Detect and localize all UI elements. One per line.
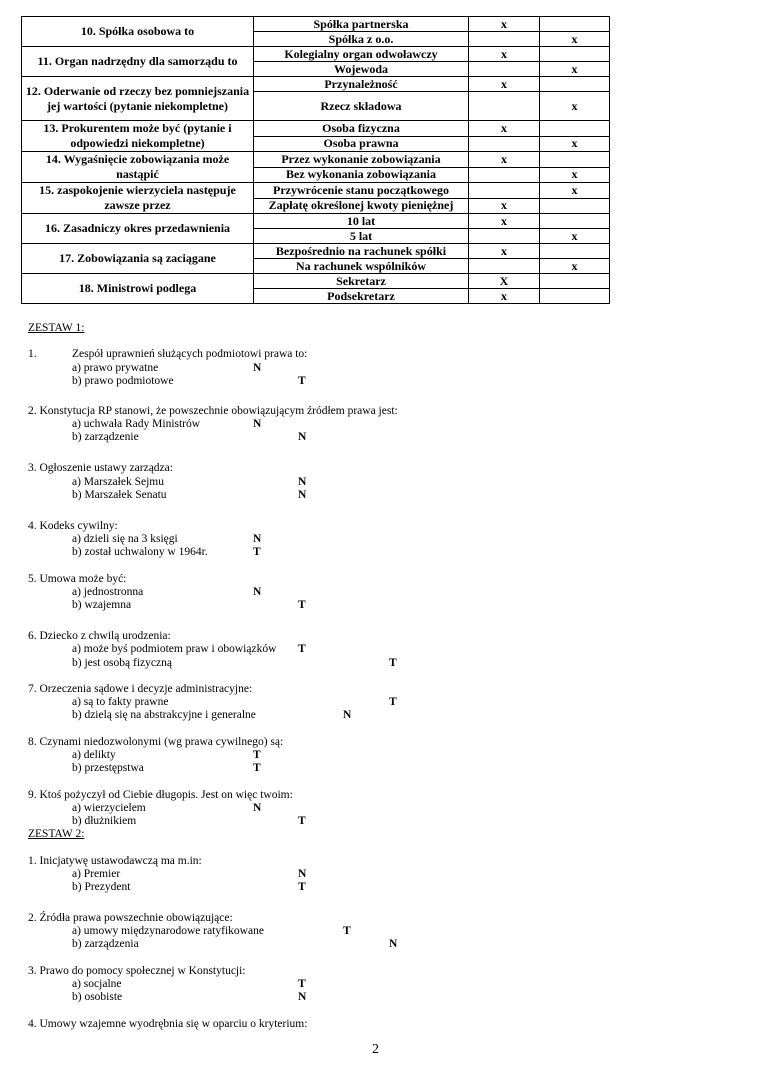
- mark-cell: x: [469, 121, 540, 137]
- section-title-zestaw-2: ZESTAW 2:: [28, 828, 85, 840]
- option-cell: Kolegialny organ odwoławczy: [254, 47, 469, 62]
- option-cell: 10 lat: [254, 214, 469, 229]
- answer-mark: T: [298, 978, 306, 990]
- mark-cell: x: [540, 62, 610, 77]
- answer-text: b) Prezydent: [72, 881, 131, 893]
- answer-text: a) Premier: [72, 868, 121, 880]
- question-text: 9. Ktoś pożyczył od Ciebie długopis. Jest on więc twoim:: [28, 789, 293, 801]
- question-text: 4. Kodeks cywilny:: [28, 520, 118, 532]
- answer-text: a) może byś podmiotem praw i obowiązków: [72, 643, 277, 655]
- option-cell: Wojewoda: [254, 62, 469, 77]
- answer-text: b) Marszałek Senatu: [72, 489, 167, 501]
- answer-mark: N: [253, 802, 262, 814]
- answer-mark: N: [298, 431, 307, 443]
- question-cell: 15. zaspokojenie wierzyciela następuje zawsze przez: [22, 183, 254, 214]
- mark-cell: x: [469, 244, 540, 259]
- table-row: [22, 244, 610, 259]
- option-cell: Zapłatę określonej kwoty pieniężnej: [254, 198, 469, 214]
- answer-mark: N: [253, 362, 262, 374]
- option-cell: Bezpośrednio na rachunek spółki: [254, 244, 469, 259]
- option-cell: Spółka partnerska: [254, 17, 469, 32]
- option-cell: Bez wykonania zobowiązania: [254, 167, 469, 183]
- mark-cell: x: [469, 198, 540, 214]
- answer-mark: N: [389, 938, 398, 950]
- mark-cell: [540, 17, 610, 32]
- answer-text: a) są to fakty prawne: [72, 696, 169, 708]
- question-cell: 16. Zasadniczy okres przedawnienia: [22, 214, 254, 244]
- answer-mark: T: [253, 749, 261, 761]
- option-cell: 5 lat: [254, 229, 469, 244]
- answer-mark: T: [253, 546, 261, 558]
- answer-text: a) socjalne: [72, 978, 122, 990]
- mark-cell: x: [540, 229, 610, 244]
- answer-text: b) wzajemna: [72, 599, 132, 611]
- table-row: [22, 17, 610, 32]
- question-text: 3. Prawo do pomocy społecznej w Konstytucji:: [28, 965, 246, 977]
- mark-cell: x: [540, 32, 610, 47]
- answer-text: b) osobiste: [72, 991, 123, 1003]
- answer-mark: T: [298, 375, 306, 387]
- mark-cell: [540, 77, 610, 92]
- answer-text: a) umowy międzynarodowe ratyfikowane: [72, 925, 264, 937]
- table-row: [22, 152, 610, 168]
- mark-cell: [540, 274, 610, 289]
- mark-cell: x: [469, 47, 540, 62]
- question-cell: 10. Spółka osobowa to: [22, 17, 254, 47]
- option-cell: Podsekretarz: [254, 289, 469, 304]
- answer-mark: T: [389, 696, 397, 708]
- answer-text: a) dzieli się na 3 księgi: [72, 533, 178, 545]
- question-cell: 18. Ministrowi podlega: [22, 274, 254, 304]
- question-text: 7. Orzeczenia sądowe i decyzje administracyjne:: [28, 683, 253, 695]
- question-cell: 12. Oderwanie od rzeczy bez pomniejszania jej wartości (pytanie niekompletne): [22, 77, 254, 121]
- answer-text: b) dzielą się na abstrakcyjne i generalne: [72, 709, 256, 721]
- answer-text: a) Marszałek Sejmu: [72, 476, 164, 488]
- mark-cell: x: [540, 92, 610, 121]
- mark-cell: [540, 47, 610, 62]
- table-row: [22, 77, 610, 92]
- answer-mark: T: [389, 657, 397, 669]
- option-cell: Przynależność: [254, 77, 469, 92]
- question-cell: 17. Zobowiązania są zaciągane: [22, 244, 254, 274]
- option-cell: Przez wykonanie zobowiązania: [254, 152, 469, 168]
- mark-cell: x: [469, 17, 540, 32]
- question-number: 1.: [28, 348, 37, 360]
- question-body: Zespół uprawnień służących podmiotowi prawa to:: [72, 348, 308, 360]
- answer-mark: N: [298, 991, 307, 1003]
- page-number: 2: [372, 1042, 379, 1057]
- mark-cell: [469, 259, 540, 274]
- mark-cell: [469, 32, 540, 47]
- answer-text: b) przestępstwa: [72, 762, 144, 774]
- option-cell: Przywrócenie stanu początkowego: [254, 183, 469, 199]
- mark-cell: [469, 183, 540, 199]
- mark-cell: [469, 136, 540, 152]
- answer-mark: N: [298, 868, 307, 880]
- option-cell: Na rachunek wspólników: [254, 259, 469, 274]
- question-text: 2. Konstytucja RP stanowi, że powszechnie obowiązującym źródłem prawa jest:: [28, 405, 398, 417]
- question-text: 3. Ogłoszenie ustawy zarządza:: [28, 462, 173, 474]
- answer-mark: T: [298, 643, 306, 655]
- table-row: [22, 214, 610, 229]
- question-cell: 14. Wygaśnięcie zobowiązania może nastąpić: [22, 152, 254, 183]
- mark-cell: [540, 121, 610, 137]
- option-cell: Rzecz składowa: [254, 92, 469, 121]
- answer-text: a) wierzycielem: [72, 802, 146, 814]
- table-row: [22, 183, 610, 199]
- mark-cell: x: [469, 214, 540, 229]
- answer-text: a) jednostronna: [72, 586, 144, 598]
- answer-text: b) zarządzenia: [72, 938, 139, 950]
- answer-text: b) został uchwalony w 1964r.: [72, 546, 208, 558]
- answer-text: a) delikty: [72, 749, 116, 761]
- mark-cell: x: [540, 259, 610, 274]
- answer-text: b) prawo podmiotowe: [72, 375, 174, 387]
- mark-cell: X: [469, 274, 540, 289]
- answer-table: [21, 16, 610, 304]
- mark-cell: [469, 229, 540, 244]
- question-text: 5. Umowa może być:: [28, 573, 127, 585]
- table-row: [22, 274, 610, 289]
- mark-cell: x: [540, 136, 610, 152]
- question-cell: 11. Organ nadrzędny dla samorządu to: [22, 47, 254, 77]
- mark-cell: [540, 198, 610, 214]
- answer-mark: N: [253, 418, 262, 430]
- mark-cell: x: [469, 152, 540, 168]
- answer-mark: T: [298, 881, 306, 893]
- answer-mark: T: [253, 762, 261, 774]
- answer-mark: N: [253, 533, 262, 545]
- answer-mark: T: [298, 815, 306, 827]
- question-text: 6. Dziecko z chwilą urodzenia:: [28, 630, 171, 642]
- mark-cell: [469, 62, 540, 77]
- mark-cell: x: [469, 289, 540, 304]
- mark-cell: [540, 152, 610, 168]
- answer-mark: N: [343, 709, 352, 721]
- answer-mark: N: [253, 586, 262, 598]
- mark-cell: [540, 214, 610, 229]
- answer-mark: N: [298, 476, 307, 488]
- option-cell: Sekretarz: [254, 274, 469, 289]
- mark-cell: x: [540, 167, 610, 183]
- answer-mark: T: [343, 925, 351, 937]
- mark-cell: x: [469, 77, 540, 92]
- table-row: [22, 47, 610, 62]
- mark-cell: [540, 289, 610, 304]
- answer-text: a) prawo prywatne: [72, 362, 159, 374]
- answer-text: b) zarządzenie: [72, 431, 139, 443]
- answer-text: a) uchwała Rady Ministrów: [72, 418, 201, 430]
- mark-cell: [540, 244, 610, 259]
- mark-cell: x: [540, 183, 610, 199]
- question-text: 4. Umowy wzajemne wyodrębnia się w oparciu o kryterium:: [28, 1018, 308, 1030]
- question-cell: 13. Prokurentem może być (pytanie i odpowiedzi niekompletne): [22, 121, 254, 152]
- question-text: 2. Źródła prawa powszechnie obowiązujące:: [28, 912, 233, 924]
- answer-mark: N: [298, 489, 307, 501]
- section-title-zestaw-1: ZESTAW 1:: [28, 322, 85, 334]
- question-text: 1. Inicjatywę ustawodawczą ma m.in:: [28, 855, 202, 867]
- mark-cell: [469, 92, 540, 121]
- option-cell: Osoba prawna: [254, 136, 469, 152]
- answer-text: b) jest osobą fizyczną: [72, 657, 172, 669]
- question-text: [28, 348, 307, 360]
- answer-mark: T: [298, 599, 306, 611]
- option-cell: Osoba fizyczna: [254, 121, 469, 137]
- mark-cell: [469, 167, 540, 183]
- option-cell: Spółka z o.o.: [254, 32, 469, 47]
- table-row: [22, 121, 610, 137]
- answer-text: b) dłużnikiem: [72, 815, 137, 827]
- question-text: 8. Czynami niedozwolonymi (wg prawa cywilnego) są:: [28, 736, 284, 748]
